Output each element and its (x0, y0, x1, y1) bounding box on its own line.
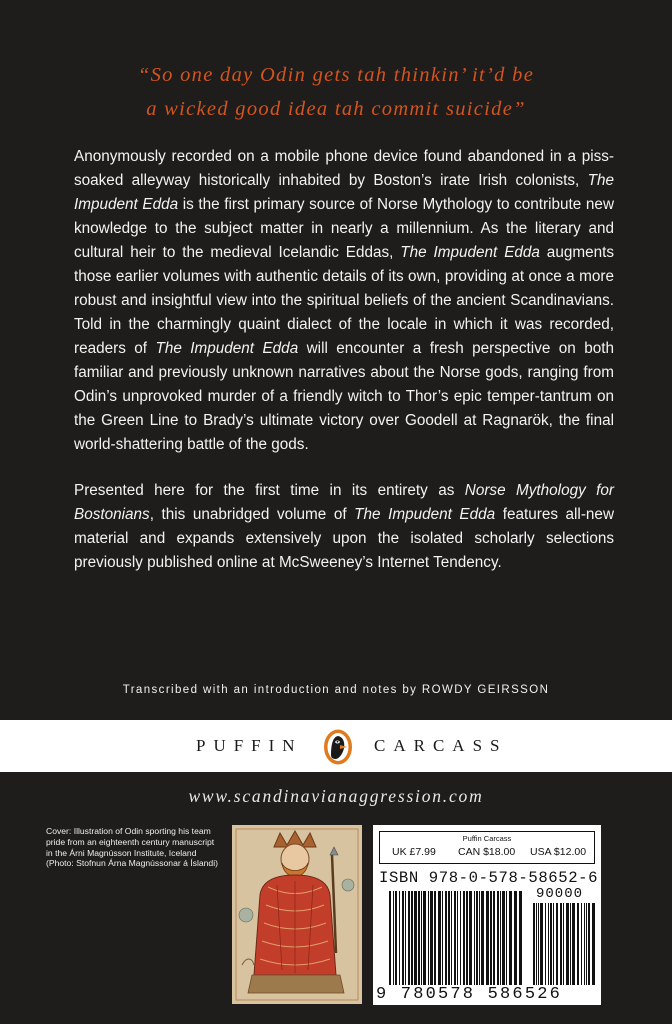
barcode-bar (538, 903, 539, 985)
barcode-bar (479, 891, 480, 985)
barcode-bar (389, 891, 391, 985)
quote-line-2: a wicked good idea tah commit suicide” (146, 98, 526, 120)
barcode-bar (463, 891, 465, 985)
barcode-bar (445, 891, 447, 985)
barcode-bar (393, 891, 394, 985)
p2-text-1: Presented here for the first time in its entirety as (74, 482, 465, 499)
barcode-bar (418, 891, 420, 985)
barcode-bar (469, 891, 472, 985)
barcode-bar (414, 891, 417, 985)
isbn-number: ISBN 978-0-578-58652-6 (379, 869, 599, 887)
publisher-name-right: CARCASS (374, 736, 508, 755)
p2-title-2: The Impudent Edda (354, 506, 496, 523)
price-usa: USA $12.00 (530, 846, 587, 858)
barcode-bar (572, 903, 575, 985)
barcode-bar (548, 903, 549, 985)
p2-text-3: features all-new material and expands extensively upon the isolated scholarly selections previously published online at McSweeney’s Internet Tendency. (74, 506, 614, 571)
barcode-addon-number: 90000 (536, 886, 584, 902)
barcode-bar (411, 891, 413, 985)
barcode-bar (560, 903, 562, 985)
barcode-bar (481, 891, 484, 985)
barcode-bar (438, 891, 441, 985)
publisher-name-left: PUFFIN (196, 736, 303, 755)
barcode-bar (476, 891, 478, 985)
quote-line-1: “So one day Odin gets tah thinkin’ it’d be (137, 64, 535, 86)
barcode-bar (428, 891, 429, 985)
price-can: CAN $18.00 (458, 846, 516, 858)
barcode-bar (466, 891, 468, 985)
barcode-bar (519, 891, 522, 985)
p1-text-4: will encounter a fresh perspective on both familiar and previously unknown narratives about the Norse gods, ranging from Odin’s unprovoked murder of a friendly witch to Thor’s epic temper-tantrum on the Green Line to Brady’s ultimate victory over Goodell at Ragnarök, the final world-shattering battle of the gods. (74, 340, 614, 453)
barcode-bar (550, 903, 552, 985)
barcode-bar (408, 891, 410, 985)
p1-title-2: The Impudent Edda (400, 244, 540, 261)
barcode-ean-number: 9 780578 586526 (376, 985, 563, 1004)
barcode-bar (490, 891, 492, 985)
barcode-bar (588, 903, 590, 985)
cover-credit (46, 826, 220, 869)
barcode-bar (556, 903, 558, 985)
odin-illustration (232, 825, 362, 1004)
barcode-bar (536, 903, 537, 985)
cover-credit-text: Cover: Illustration of Odin sporting his team pride from an eighteenth century manuscript in the Árni Magnússon Institute, Iceland (Photo: Stofnun Árna Magnússonar á Íslandi) (46, 826, 218, 869)
barcode-panel (373, 825, 601, 1005)
barcode-bar (584, 903, 585, 985)
barcode-bars (373, 825, 601, 1005)
p2-title-1: Norse Mythology for Bostonians (74, 482, 615, 523)
barcode-bar (486, 891, 489, 985)
price-box-publisher: Puffin Carcass (462, 834, 512, 843)
barcode-bar (581, 903, 582, 985)
odin-illustration-image (232, 825, 362, 1004)
barcode-bar (509, 891, 512, 985)
barcode-bar (442, 891, 443, 985)
p1-title-1: The Impudent Edda (74, 172, 614, 213)
barcode-bar (577, 903, 579, 985)
barcode-bar (434, 891, 436, 985)
barcode-bar (586, 903, 587, 985)
barcode-bar (566, 903, 569, 985)
barcode-bar (399, 891, 400, 985)
barcode-bar (454, 891, 456, 985)
barcode-bar (502, 891, 505, 985)
publisher-band (0, 720, 672, 772)
barcode-bar (533, 903, 535, 985)
website-url[interactable]: www.scandinavianaggression.com (188, 786, 484, 806)
price-uk: UK £7.99 (392, 846, 436, 858)
barcode-bar (563, 903, 564, 985)
barcode-bar (405, 891, 406, 985)
p1-text-3: augments those earlier volumes with authentic details of its own, providing at once a more robust and insightful view into the spiritual beliefs of the ancient Scandinavians. Told in the charmingly quaint dialect of the locale in which it was recorded, readers of (74, 244, 614, 357)
puffin-logo-icon (322, 728, 354, 766)
barcode-bar (497, 891, 499, 985)
barcode-bar (430, 891, 433, 985)
barcode-bar (506, 891, 507, 985)
author-credit: Transcribed with an introduction and notes by ROWDY GEIRSSON (122, 684, 550, 696)
barcode-bar (448, 891, 450, 985)
blurb (74, 145, 614, 575)
blurb-paragraph-2 (74, 479, 614, 575)
barcode-bar (493, 891, 495, 985)
barcode-bar (421, 891, 422, 985)
barcode-bar (460, 891, 461, 985)
barcode-bar (402, 891, 404, 985)
blurb-paragraph-1 (74, 145, 614, 457)
barcode-bar (474, 891, 475, 985)
barcode-bar (514, 891, 517, 985)
barcode-bar (545, 903, 546, 985)
p1-text-2: is the first primary source of Norse Mythology to contribute new knowledge to the subject matter in nearly a millennium. As the literary and cultural heir to the medieval Icelandic Eddas, (74, 196, 614, 261)
p1-text-1: Anonymously recorded on a mobile phone device found abandoned in a piss-soaked alleyway historically inhabited by Boston’s irate Irish colonists, (74, 148, 614, 189)
p1-title-3: The Impudent Edda (155, 340, 299, 357)
p2-text-2: , this unabridged volume of (149, 506, 355, 523)
barcode-bar (540, 903, 543, 985)
barcode-bar (457, 891, 458, 985)
barcode-bar (451, 891, 452, 985)
barcode-bar (395, 891, 397, 985)
barcode-bar (553, 903, 554, 985)
cover-quote (0, 58, 672, 126)
barcode-bar (592, 903, 595, 985)
barcode-bar (570, 903, 571, 985)
barcode-bar (423, 891, 426, 985)
barcode-bar (500, 891, 501, 985)
